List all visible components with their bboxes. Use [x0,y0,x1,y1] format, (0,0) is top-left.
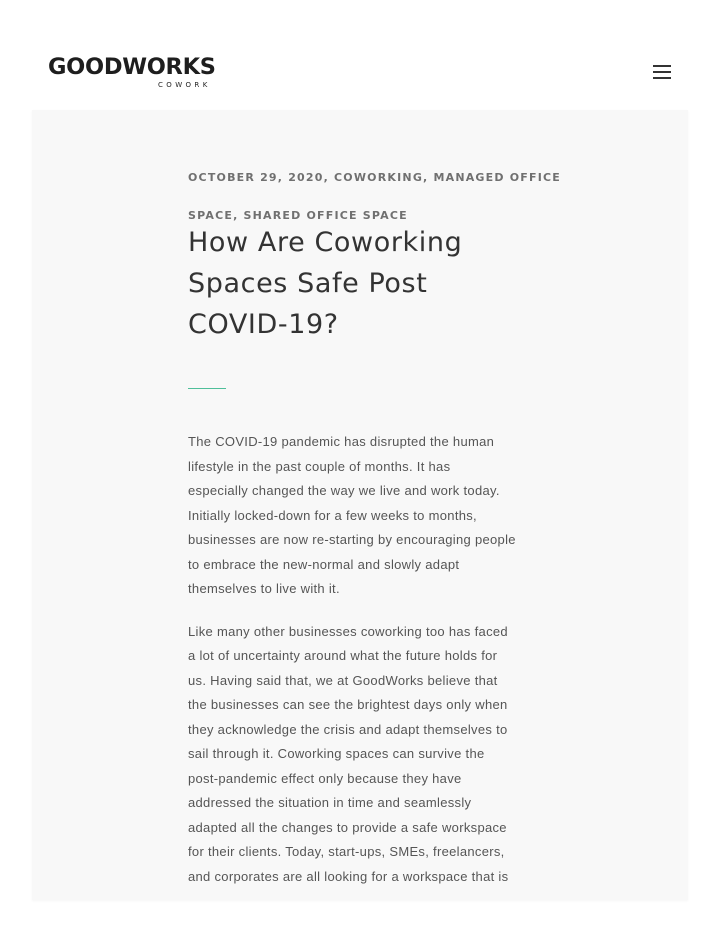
menu-bar-top [653,65,671,67]
post-body [188,430,548,907]
post-paragraph [188,620,548,890]
menu-bar-bottom [653,77,671,79]
paragraph-line: lifestyle in the past couple of months. It has [188,458,451,474]
paragraph-line: Initially locked-down for a few weeks to months, [188,507,477,523]
content-panel [32,110,688,900]
post-title-line: Spaces Safe Post [188,268,428,299]
post-meta-line[interactable]: OCTOBER 29, 2020, COWORKING, MANAGED OFFICE [188,171,561,184]
paragraph-line: to embrace the new-normal and slowly adapt [188,556,460,572]
paragraph-line: adapted all the changes to provide a safe workspace [188,819,507,835]
post-title-line: COVID-19? [188,309,339,340]
paragraph-line: and corporates are all looking for a workspace that is [188,868,509,884]
paragraph-line: Like many other businesses coworking too has faced [188,623,508,639]
hamburger-menu-icon[interactable] [650,62,674,82]
logo-subtitle: COWORK [158,81,211,89]
paragraph-line: especially changed the way we live and work today. [188,483,500,498]
paragraph-line: businesses are now re-starting by encouraging people [188,532,516,547]
post-title [188,222,528,345]
post-title-line: How Are Coworking [188,227,463,258]
paragraph-line: post-pandemic effect only because they have [188,770,462,786]
paragraph-line: the businesses can see the brightest days only when [188,697,508,712]
paragraph-line: a lot of uncertainty around what the future holds for [188,648,498,663]
paragraph-line: they acknowledge the crisis and adapt themselves to [188,721,508,737]
goodworks-logo[interactable] [48,54,216,89]
post-meta-line[interactable]: SPACE, SHARED OFFICE SPACE [188,209,408,222]
logo-wordmark: GOODWORKS [48,54,216,80]
menu-bar-middle [653,71,671,73]
paragraph-line: themselves to live with it. [188,581,340,596]
paragraph-line: The COVID-19 pandemic has disrupted the human [188,434,495,449]
site-header [0,0,720,110]
paragraph-line: us. Having said that, we at GoodWorks believe that [188,672,498,688]
post-paragraph [188,430,548,602]
paragraph-line: addressed the situation in time and seamlessly [188,795,472,810]
paragraph-line: for their clients. Today, start-ups, SMEs, freelancers, [188,844,505,859]
paragraph-line: sail through it. Coworking spaces can survive the [188,746,485,761]
title-divider [188,388,226,389]
